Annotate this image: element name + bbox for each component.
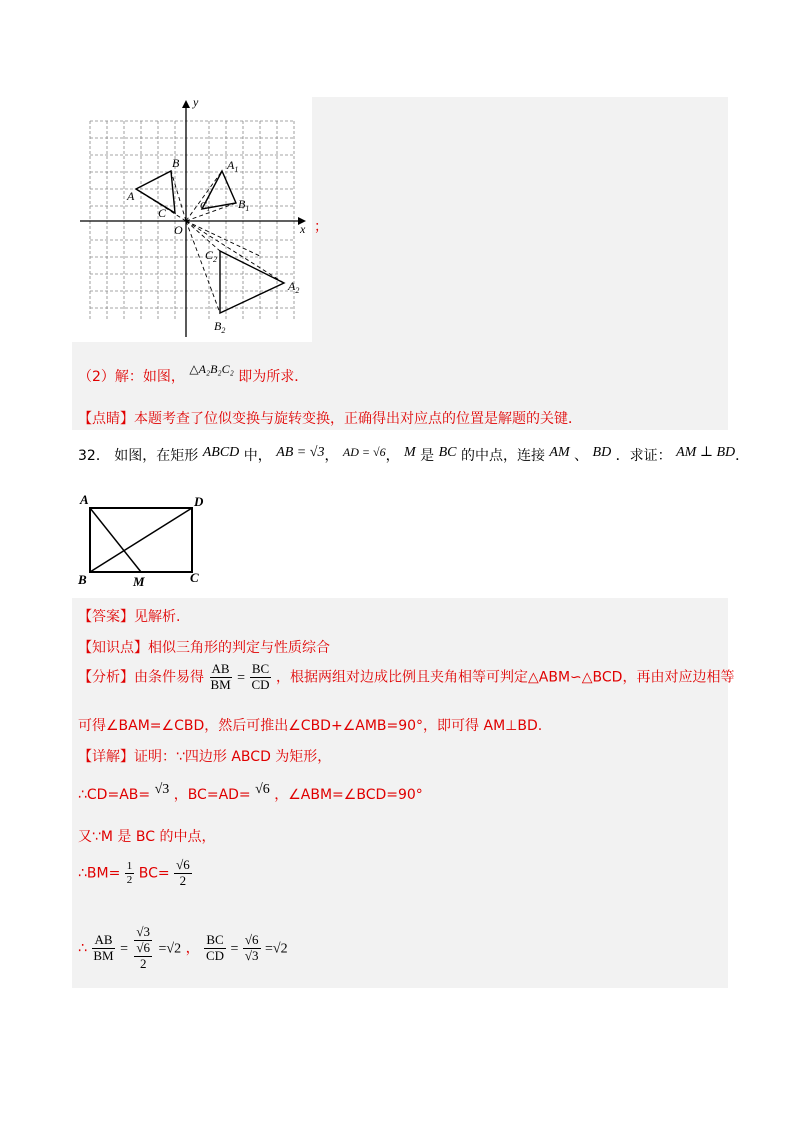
q32-number: 32． [78, 448, 110, 464]
q32-m: M [404, 445, 416, 460]
q32-bc: BC [438, 445, 457, 460]
rect-label-c: C [190, 570, 199, 585]
analysis-eq: = [237, 670, 246, 686]
analysis-frac-ab-bm: $\frac{AB}{BM}$ [210, 661, 231, 692]
label-a1: $A_1$ [227, 158, 239, 174]
rect-label-a: A [80, 492, 89, 507]
detail-text-1: 证明：∵四边形 ABCD 为矩形， [134, 749, 332, 765]
q32-text-4: 的中点，连接 [460, 448, 545, 464]
axis-x-label: x [300, 222, 306, 236]
q32-text-3: 是 [420, 448, 435, 464]
q32-am: AM [549, 445, 570, 460]
q32-rect: ABCD [202, 445, 240, 460]
comment-text: 本题考查了位似变换与旋转变换，正确得出对应点的位置是解题的关键． [134, 411, 582, 427]
detail-line-5: ∴ $\frac{AB}{BM}$ = √3 √6 2 =√2 ， $\frac{BC}{CD}$ = $\frac{√6}{√3}$ =√2 [78, 924, 288, 971]
label-b: B [172, 156, 180, 170]
analysis-tag: 【分析】 [78, 669, 134, 686]
knowledge-tag: 【知识点】 [78, 640, 148, 656]
analysis-frac-bc-cd: $\frac{BC}{CD}$ [251, 661, 270, 692]
origin-label: O [174, 223, 183, 237]
q32-text-2: 中， [243, 448, 272, 464]
detail-l2c: ，∠ABM=∠BCD=90° [274, 787, 423, 803]
rect-label-m: M [133, 574, 145, 589]
answer-line [78, 606, 180, 626]
detail-frac-s6-s3: $\frac{√6}{√3}$ [244, 931, 259, 963]
knowledge-text: 相似三角形的判定与性质综合 [148, 640, 330, 656]
q32-ab: AB = √3 [276, 445, 325, 460]
detail-line-3: 又∵M 是 BC 的中点， [78, 829, 216, 845]
detail-l2a: ∴CD=AB= [78, 787, 151, 803]
answer-tag: 【答案】 [78, 609, 134, 625]
detail-frac-ab-bm: $\frac{AB}{BM}$ [93, 931, 114, 963]
detail-frac-bc-cd: $\frac{BC}{CD}$ [206, 931, 225, 963]
detail-sqrt6-over-2: $\frac{√6}{2}$ [176, 857, 190, 888]
q32-sep3: 、 [574, 448, 589, 464]
label-c1: $C_1$ [200, 201, 211, 213]
analysis-line-1 [78, 662, 734, 693]
q32-ad: AD = √6 [342, 445, 386, 459]
part2-prefix: （2）解：如图， [78, 369, 185, 385]
q32-text-1: 如图，在矩形 [114, 448, 199, 464]
knowledge-line [78, 637, 330, 657]
q32-sep2: ， [385, 448, 400, 464]
detail-line-1 [78, 746, 331, 766]
detail-half: $\frac{1}{2}$ [126, 860, 133, 886]
detail-result-1: =√2 [158, 941, 182, 957]
rectangle-figure [75, 490, 210, 590]
question-32 [78, 445, 749, 465]
part2-suffix: 即为所求． [238, 369, 309, 385]
detail-tag: 【详解】 [78, 749, 134, 765]
comment-tag: 【点睛】 [78, 411, 134, 427]
rect-label-b: B [78, 572, 87, 587]
q32-end: ． [735, 448, 750, 464]
part2-triangle: △A₂B₂C₂ [189, 362, 234, 376]
comment-line [78, 408, 582, 428]
detail-eq: = [120, 941, 128, 957]
label-b1: $B_1$ [238, 197, 250, 213]
part2-line [78, 362, 309, 386]
detail-line-2 [78, 784, 423, 804]
analysis-text-1: 由条件易得 [134, 669, 204, 686]
detail-sqrt3: √3 [154, 782, 170, 797]
q32-bd: BD [592, 445, 612, 460]
detail-complex-frac: √3 √6 2 [136, 924, 151, 971]
coordinate-grid-figure [72, 97, 312, 342]
figure-trailing-mark: ； [314, 219, 328, 235]
q32-conclusion: AM ⊥ BD [676, 445, 736, 460]
analysis-text-2: ，根据两组对边成比例且夹角相等可判定△ABM∽△BCD，再由对应边相等 [276, 669, 735, 686]
q32-sep1: ， [324, 448, 339, 464]
detail-therefore: ∴ [78, 940, 87, 957]
detail-sqrt6: √6 [255, 782, 270, 797]
axis-y-label: y [193, 97, 199, 109]
detail-line-4 [78, 858, 192, 889]
label-c2: $C_2$ [205, 248, 218, 264]
detail-l5-sep: ， [185, 940, 200, 957]
label-a: A [127, 189, 135, 203]
detail-result-2: =√2 [264, 941, 288, 957]
rect-label-d: D [194, 494, 204, 509]
detail-l4a: ∴BM= [78, 865, 121, 882]
label-c: C [158, 206, 167, 220]
q32-text-5: ．求证： [615, 448, 672, 464]
label-a2: $A_2$ [288, 279, 300, 295]
answer-text: 见解析. [134, 609, 181, 625]
analysis-line-2: 可得∠BAM=∠CBD，然后可推出∠CBD+∠AMB=90°，即可得 AM⊥BD. [78, 718, 543, 734]
detail-l2b: ，BC=AD= [173, 787, 251, 803]
detail-l4b: BC= [138, 865, 170, 882]
label-b2: $B_2$ [214, 319, 226, 335]
